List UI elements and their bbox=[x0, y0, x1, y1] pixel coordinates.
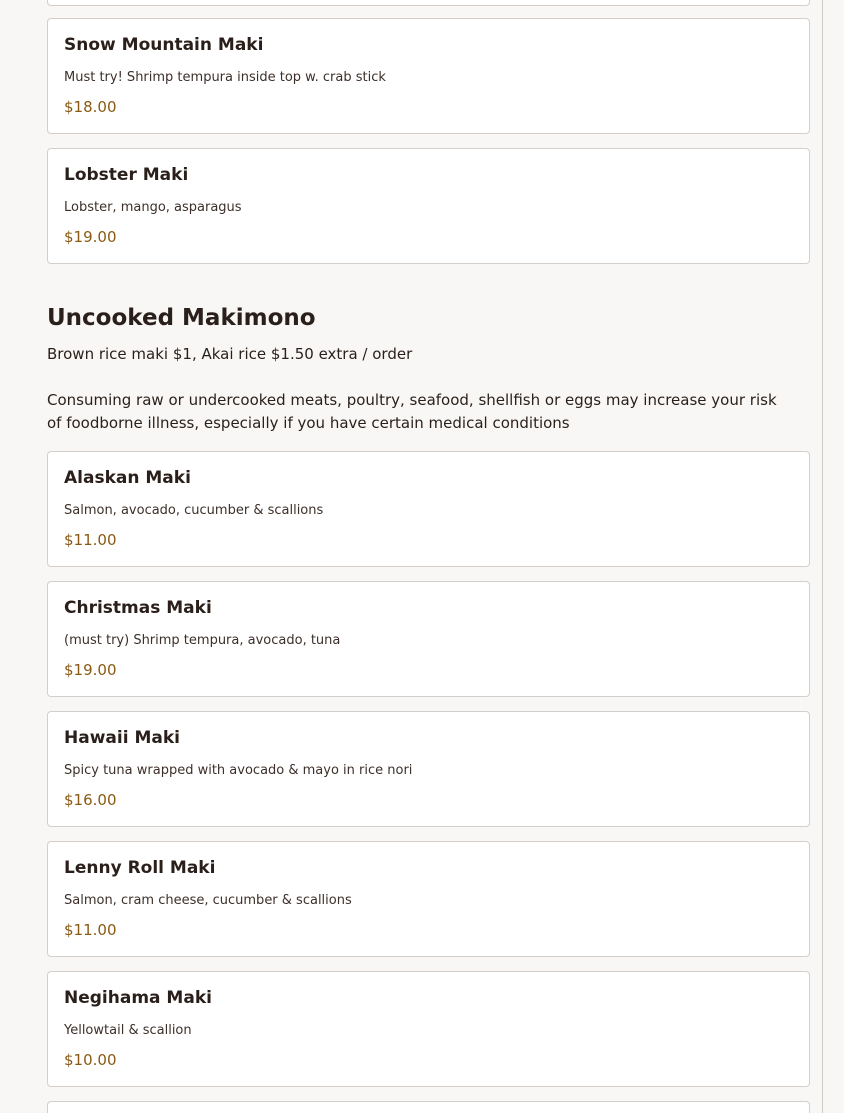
section-title: Uncooked Makimono bbox=[47, 305, 316, 331]
menu-item-card[interactable] bbox=[47, 711, 810, 827]
item-price: $18.00 bbox=[64, 98, 117, 116]
item-name: Negihama Maki bbox=[64, 988, 212, 1008]
menu-item-card[interactable] bbox=[47, 971, 810, 1087]
item-price: $11.00 bbox=[64, 921, 117, 939]
item-name: Christmas Maki bbox=[64, 598, 212, 618]
item-description: (must try) Shrimp tempura, avocado, tuna bbox=[64, 633, 341, 648]
item-description: Salmon, avocado, cucumber & scallions bbox=[64, 503, 324, 518]
menu-item-card[interactable] bbox=[47, 581, 810, 697]
menu-item-card[interactable] bbox=[47, 451, 810, 567]
item-name: Lobster Maki bbox=[64, 165, 189, 185]
section-subtitle: Brown rice maki $1, Akai rice $1.50 extra / order bbox=[47, 345, 413, 363]
item-name: Lenny Roll Maki bbox=[64, 858, 216, 878]
menu-item-card[interactable] bbox=[47, 841, 810, 957]
item-price: $19.00 bbox=[64, 661, 117, 679]
menu-item-card[interactable] bbox=[47, 18, 810, 134]
item-price: $10.00 bbox=[64, 1051, 117, 1069]
item-description: Must try! Shrimp tempura inside top w. crab stick bbox=[64, 70, 386, 85]
item-name: Alaskan Maki bbox=[64, 468, 191, 488]
item-name: Snow Mountain Maki bbox=[64, 35, 264, 55]
item-price: $19.00 bbox=[64, 228, 117, 246]
item-price: $11.00 bbox=[64, 531, 117, 549]
menu-item-card-partial-top[interactable] bbox=[47, 0, 810, 6]
item-description: Salmon, cram cheese, cucumber & scallions bbox=[64, 893, 352, 908]
section-warning: Consuming raw or undercooked meats, poultry, seafood, shellfish or eggs may increase your risk of foodborne illness, especially if you have certain medical conditions bbox=[47, 391, 777, 432]
item-name: Hawaii Maki bbox=[64, 728, 180, 748]
item-description: Spicy tuna wrapped with avocado & mayo in rice nori bbox=[64, 763, 413, 778]
menu-item-card-partial-bottom[interactable] bbox=[47, 1101, 810, 1113]
item-description: Lobster, mango, asparagus bbox=[64, 200, 242, 215]
content-divider bbox=[822, 0, 823, 1113]
item-price: $16.00 bbox=[64, 791, 117, 809]
menu-item-card[interactable] bbox=[47, 148, 810, 264]
item-description: Yellowtail & scallion bbox=[64, 1023, 192, 1038]
